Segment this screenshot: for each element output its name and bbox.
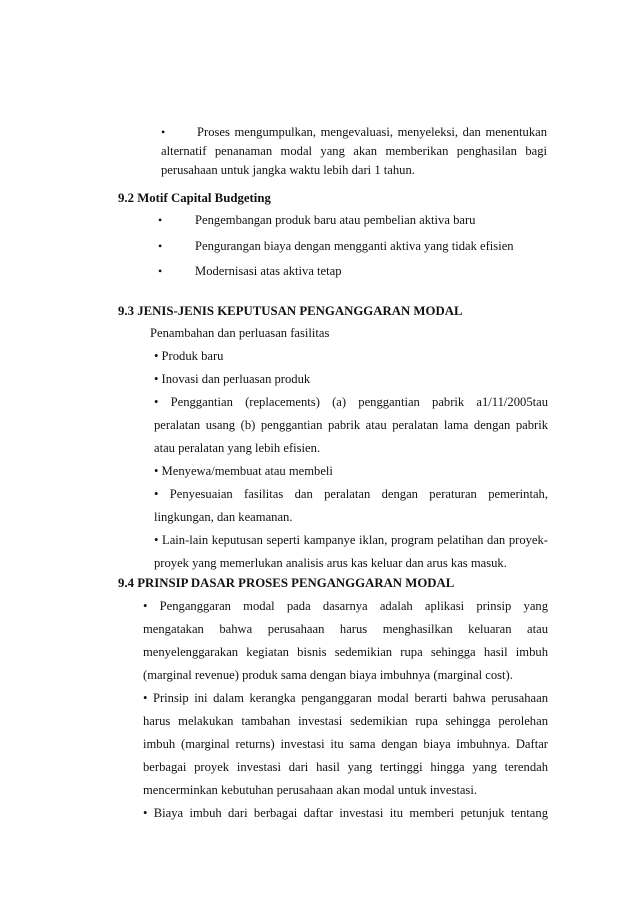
paragraph-line: • Penggantian (replacements) (a) penggantian pabrik a1/11/2005tau [154,395,548,409]
paragraph-line: (marginal revenue) produk sama dengan biaya imbuhnya (marginal cost). [143,668,513,682]
intro-line-3: perusahaan untuk jangka waktu lebih dari 1 tahun. [161,163,415,177]
paragraph-line: • Menyewa/membuat atau membeli [154,464,333,478]
paragraph-line: atau peralatan yang lebih efisien. [154,441,321,455]
bullet-icon: • [158,264,163,278]
bullet-icon: • [161,125,166,139]
paragraph-line: lingkungan, dan keamanan. [154,510,293,524]
bullet-icon: • [158,239,163,253]
paragraph-line: peralatan usang (b) penggantian pabrik atau peralatan lama dengan pabrik [154,418,548,432]
section-heading: 9.2 Motif Capital Budgeting [118,191,271,205]
list-item: Modernisasi atas aktiva tetap [195,264,342,278]
paragraph-line: • Produk baru [154,349,224,363]
paragraph-line: proyek yang memerlukan analisis arus kas keluar dan arus kas masuk. [154,556,507,570]
section-heading: 9.3 JENIS-JENIS KEPUTUSAN PENGANGGARAN MODAL [118,304,463,318]
paragraph-line: menyelenggarakan kegiatan bisnis sedemikian rupa sehingga hasil imbuh [143,645,548,659]
bullet-icon: • [158,213,163,227]
paragraph-line: • Inovasi dan perluasan produk [154,372,311,386]
paragraph-line: mengatakan bahwa perusahaan harus menghasilkan keluaran atau [143,622,548,636]
list-item: Pengurangan biaya dengan mengganti aktiva yang tidak efisien [195,239,514,253]
intro-line-2: alternatif penanaman modal yang akan memberikan penghasilan bagi [161,144,547,158]
paragraph-line: Penambahan dan perluasan fasilitas [150,326,330,340]
section-heading: 9.4 PRINSIP DASAR PROSES PENGANGGARAN MODAL [118,576,455,590]
paragraph-line: • Prinsip ini dalam kerangka penganggaran modal berarti bahwa perusahaan [143,691,548,705]
list-item: Pengembangan produk baru atau pembelian aktiva baru [195,213,476,227]
paragraph-line: imbuh (marginal returns) investasi itu sama dengan biaya imbuhnya. Daftar [143,737,548,751]
intro-line-1: Proses mengumpulkan, mengevaluasi, menyeleksi, dan menentukan [197,125,547,139]
paragraph-line: • Penganggaran modal pada dasarnya adalah aplikasi prinsip yang [143,599,548,613]
paragraph-line: • Lain-lain keputusan seperti kampanye iklan, program pelatihan dan proyek- [154,533,548,547]
paragraph-line: • Penyesuaian fasilitas dan peralatan dengan peraturan pemerintah, [154,487,548,501]
paragraph-line: harus melakukan tambahan investasi sedemikian rupa sehingga perolehan [143,714,548,728]
paragraph-line: • Biaya imbuh dari berbagai daftar investasi itu memberi petunjuk tentang [143,806,548,820]
paragraph-line: berbagai proyek investasi dari hasil yang tertinggi hingga yang terendah [143,760,548,774]
paragraph-line: mencerminkan kebutuhan perusahaan akan modal untuk investasi. [143,783,477,797]
